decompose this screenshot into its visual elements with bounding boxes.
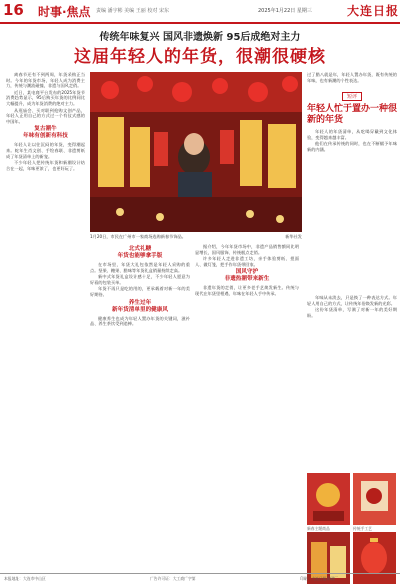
market-scene-image [90, 72, 302, 232]
red-decor-image [307, 473, 350, 525]
paragraph: 这份年货清单，写满了对新一年的美好期盼。 [307, 307, 397, 318]
subhead-line-2: 年货也能够拿手版 [117, 253, 163, 259]
paragraph: 许多年轻人走进非遗工坊，亲手体验剪纸、捏面人、做灯笼，把手作年货带回家。 [195, 256, 299, 267]
commentary-title: 年轻人忙于置办一种很新的年货 [307, 104, 398, 126]
paragraph: 不少年轻人把传统年货和新潮设计结合在一起，年味更浓了，也更好玩了。 [6, 160, 85, 171]
paragraph: 近日，某电商平台发布的2025年货节消费趋势显示，95后购买年货的比例同比大幅提升，成为年货消费的绝对主力。 [6, 89, 85, 106]
newspaper-logo: 大连日报 [347, 4, 400, 18]
subhead-line-1: 国风守护 [235, 269, 259, 276]
main-headline: 这届年轻人的年货，很潮很硬核 [74, 47, 326, 67]
photo-credit: 新华社发 [285, 234, 302, 239]
column-2 [90, 244, 190, 328]
paragraph: 他们在传承传统的同时，也在不断赋予年味新的内涵。 [307, 141, 397, 152]
commentary-body [307, 129, 397, 152]
craft-image [353, 473, 396, 525]
paragraph: 年轻人的年货清单，从吃喝穿戴到文化体验，变得越来越丰富。 [307, 129, 397, 140]
paragraph: 离春节还有不到两周，年货采购正当时。今年的年货市场，年轻人成为消费主力，传统与潮流碰撞，非遗与国风走俏。 [6, 72, 85, 89]
subhead [90, 300, 190, 314]
section-title: 时事·焦点 [38, 5, 91, 19]
photo-caption [90, 234, 302, 240]
small-caption: 传统手工艺 [353, 526, 372, 531]
subhead [6, 126, 85, 140]
subhead-line-1: 北式礼糖 [128, 246, 152, 252]
small-photo [307, 473, 350, 525]
small-caption: 新春主题商品 [307, 526, 330, 531]
footer-printer: 印刷：大连日报印刷厂 [300, 576, 338, 581]
editor-credits: 责编 潘宇彬 美编 王丽 校对 宋东 [96, 8, 169, 14]
paragraph: 年货不再只是吃的用的，更承载着对新一年的美好期待。 [90, 286, 190, 297]
subhead-line-2: 年味有创新有科技 [23, 133, 68, 140]
paragraph: 健康养生也成为年轻人置办年货的关键词，滋补品、养生茶饮受到追捧。 [90, 315, 190, 327]
column-4-lower [307, 295, 397, 319]
caption-text: 1月20日，市民在广州市一家商场选购新春节饰品。 [90, 234, 186, 239]
footer-address: 本报地址：大连市中山区 [4, 576, 46, 581]
subhead-line-2: 非遗热潮带来新生 [224, 276, 270, 283]
page-number: 16 [3, 1, 24, 19]
commentary-badge: 短评 [342, 92, 362, 101]
paragraph: 年轻人让以往沉闷的年货，变得潮起来。蛇年生肖文创、手绘春联、非遗剪纸成了年货清单上的新宠。 [6, 142, 85, 159]
issue-date: 2025年1月22日 星期三 [258, 8, 312, 14]
column-1 [6, 72, 85, 172]
paragraph: 在市场里，年货大礼包依然是年轻人采购的重点。坚果、糖果、腊味等年货礼盒销量持续走高。 [90, 262, 190, 273]
footer-license: 广告许可证：大工商广字第 [150, 576, 196, 581]
column-3 [195, 244, 299, 298]
paragraph: 据介绍，今年年货市场中，非遗产品销售额同比明显增长，国风服饰、传统糕点走俏。 [195, 244, 299, 255]
subhead [195, 269, 299, 283]
kicker-line: 传统年味复兴 国风非遗焕新 95后成绝对主力 [99, 32, 301, 43]
commentary-sidebar [307, 72, 397, 154]
small-photo [353, 473, 396, 525]
paragraph: 新中式年货礼盒设计感十足，不少年轻人愿意为好看的包装买单。 [90, 274, 190, 285]
paragraph: 非遗年货的走俏，让更多老手艺焕发新生。传统与现代在年货里相遇，年味在年轻人手中传承。 [195, 285, 299, 296]
subhead-line-1: 复古潮牛 [34, 126, 57, 133]
subhead [90, 246, 190, 260]
paragraph: 从逛庙会、买对联到抢购文创产品，年轻人正用自己的方式过一个有仪式感的中国年。 [6, 107, 85, 124]
subhead-line-1: 养生过年 [128, 299, 152, 306]
sidebar-intro: 过了腊八就是年，年轻人置办年货，既有传统的年味，也有新潮的个性表达。 [307, 72, 397, 83]
masthead [0, 0, 400, 24]
paragraph: 年味从未淡去，只是换了一种表达方式。年轻人用自己的方式，让传统年俗焕发新的光彩。 [307, 295, 397, 306]
main-photo [90, 72, 302, 232]
subhead-line-2: 新年货清单里的健康风 [112, 306, 168, 313]
